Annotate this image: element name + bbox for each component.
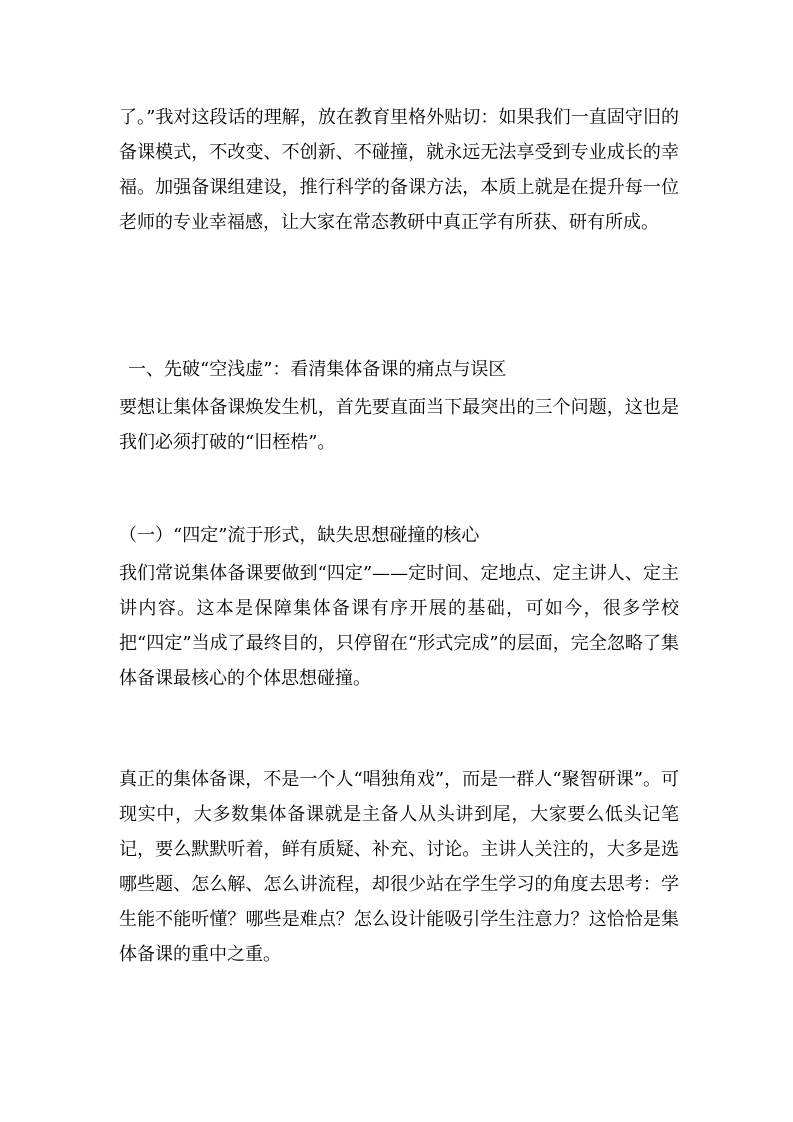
- paragraph-intro: 了。”我对这段话的理解，放在教育里格外贴切：如果我们一直固守旧的备课模式，不改变、不创新、不碰撞，就永远无法享受到专业成长的幸福。加强备课组建设，推行科学的备课方法，本质上就是在提升每一位老师的专业幸福感，让大家在常态教研中真正学有所获、研有所成。: [119, 107, 679, 233]
- paragraph-subsection-1: 我们常说集体备课要做到“四定”——定时间、定地点、定主讲人、定主讲内容。这本是保障集体备课有序开展的基础，可如今，很多学校把“四定”当成了最终目的，只停留在“形式完成”的层面，完全忽略了集体备课最核心的个体思想碰撞。: [119, 563, 679, 689]
- paragraph-subsection-1-continued: 真正的集体备课，不是一个人“唱独角戏”，而是一群人“聚智研课”。可现实中，大多数集体备课就是主备人从头讲到尾，大家要么低头记笔记，要么默默听着，鲜有质疑、补充、讨论。主讲人关注的，大多是选哪些题、怎么解、怎么讲流程，却很少站在学生学习的角度去思考：学生能不能听懂？哪些是难点？怎么设计能吸引学生注意力？这恰恰是集体备课的重中之重。: [119, 769, 679, 965]
- section-heading-1: 一、先破“空浅虚”：看清集体备课的痛点与误区: [128, 359, 507, 380]
- paragraph-section-1: 要想让集体备课焕发生机，首先要直面当下最突出的三个问题，这也是我们必须打破的“旧桎梏”。: [119, 397, 679, 453]
- subsection-heading-1: （一）“四定”流于形式，缺失思想碰撞的核心: [119, 525, 480, 546]
